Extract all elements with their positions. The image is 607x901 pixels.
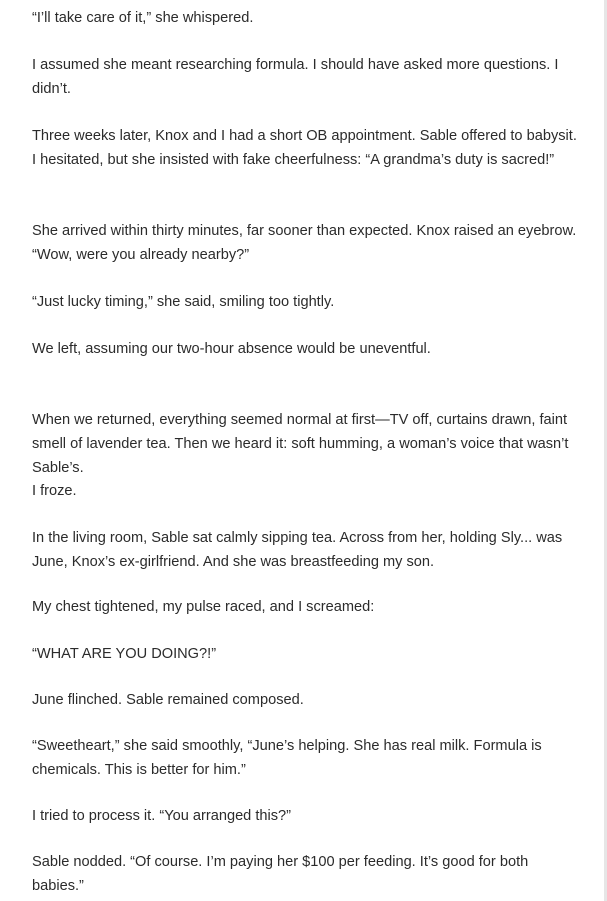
story-paragraph: She arrived within thirty minutes, far sooner than expected. Knox raised an eyebrow. “Wow, were you already nearby?” — [32, 223, 577, 263]
story-paragraph: “Sweetheart,” she said smoothly, “June’s helping. She has real milk. Formula is chemicals. This is better for him.” — [32, 738, 542, 778]
story-paragraph: When we returned, everything seemed normal at first—TV off, curtains drawn, faint smell of lavender tea. Then we heard it: soft humming, a woman’s voice that wasn’t Sable’s. — [32, 412, 569, 476]
story-paragraph: “I’ll take care of it,” she whispered. — [32, 10, 254, 26]
story-paragraph: “Just lucky timing,” she said, smiling too tightly. — [32, 294, 335, 310]
story-paragraph: My chest tightened, my pulse raced, and I screamed: — [32, 599, 375, 615]
story-paragraph: “WHAT ARE YOU DOING?!” — [32, 646, 217, 662]
story-paragraph: Sable nodded. “Of course. I’m paying her $100 per feeding. It’s good for both babies.” — [32, 854, 529, 894]
story-paragraph: Three weeks later, Knox and I had a short OB appointment. Sable offered to babysit. I hesitated, but she insisted with fake cheerfulness: “A grandma’s duty is sacred!” — [32, 128, 577, 168]
story-paragraph: June flinched. Sable remained composed. — [32, 692, 304, 708]
story-paragraph: We left, assuming our two-hour absence would be uneventful. — [32, 341, 431, 357]
story-paragraph: In the living room, Sable sat calmly sipping tea. Across from her, holding Sly... was June, Knox’s ex-girlfriend. And she was breastfeeding my son. — [32, 530, 563, 570]
story-paragraph: I tried to process it. “You arranged this?” — [32, 808, 292, 824]
story-paragraph: I froze. — [32, 483, 77, 499]
story-paragraph: I assumed she meant researching formula. I should have asked more questions. I didn’t. — [32, 57, 559, 97]
